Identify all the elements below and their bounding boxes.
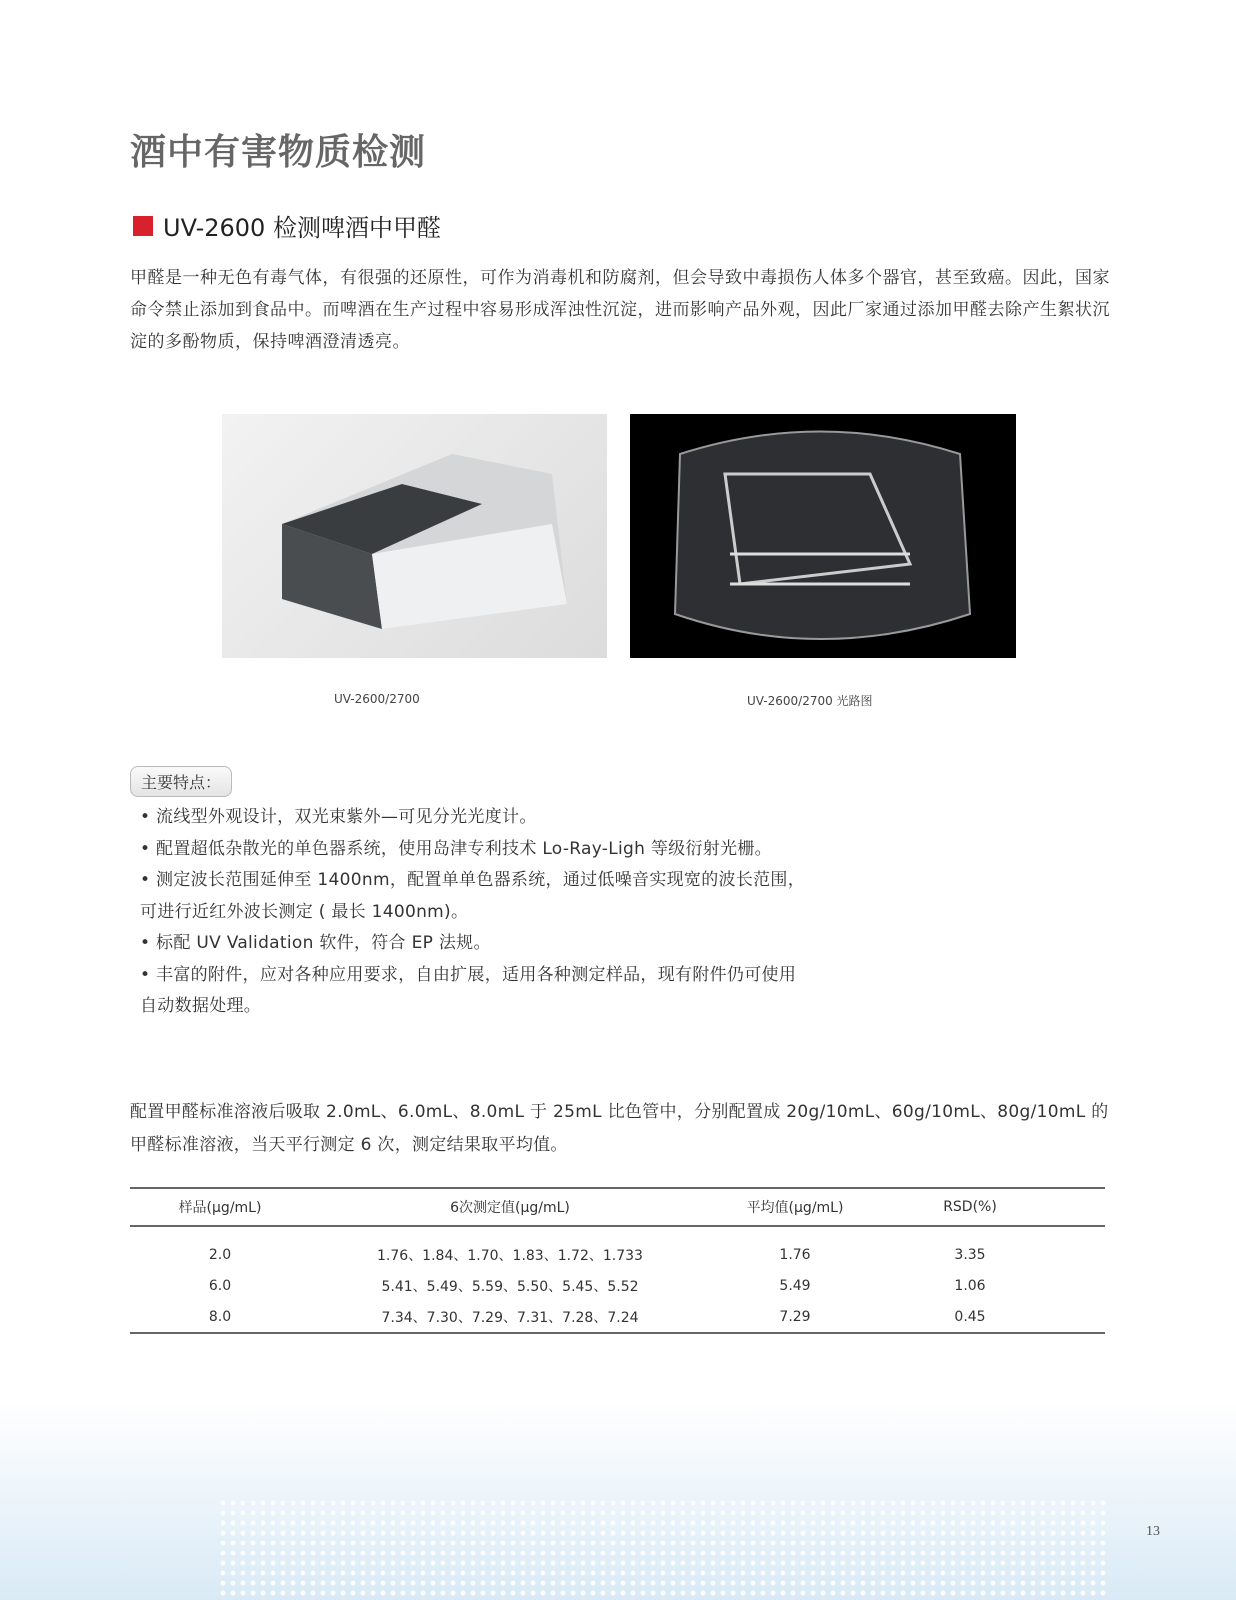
feature-item: 可进行近红外波长测定 ( 最长 1400nm)。 — [140, 901, 469, 922]
page-title: 酒中有害物质检测 — [130, 132, 427, 173]
feature-item: • 丰富的附件，应对各种应用要求，自由扩展，适用各种测定样品，现有附件仍可使用 — [140, 964, 797, 985]
feature-item: • 测定波长范围延伸至 1400nm，配置单单色器系统，通过低噪音实现宽的波长范围， — [140, 870, 806, 890]
cell-rsd: 1.06 — [954, 1277, 986, 1294]
caption-optical-path: UV-2600/2700 光路图 — [747, 694, 873, 708]
method-paragraph: 配置甲醛标准溶液后吸取 2.0mL、6.0mL、8.0mL 于 25mL 比色管中，分别配置成 20g/10mL、60g/10mL、80g/10mL 的甲醛标准溶液，当天平行测定 6 次，测定结果取平均值。 — [130, 1102, 1109, 1155]
section-heading — [133, 208, 441, 243]
instrument-photo — [222, 414, 607, 658]
caption-instrument: UV-2600/2700 — [334, 692, 420, 706]
feature-item: 自动数据处理。 — [140, 996, 262, 1016]
features-list — [140, 802, 805, 1023]
cell-sample: 8.0 — [208, 1308, 232, 1325]
red-square-icon — [133, 216, 153, 236]
page-number: 13 — [1146, 1524, 1160, 1539]
cell-sample: 6.0 — [208, 1277, 232, 1294]
table-row — [130, 1226, 1105, 1270]
optical-path-diagram — [630, 414, 1016, 658]
cell-sample: 2.0 — [208, 1246, 232, 1263]
table-header-row — [130, 1188, 1105, 1226]
feature-item: • 标配 UV Validation 软件，符合 EP 法规。 — [140, 933, 491, 953]
cell-average: 5.49 — [779, 1277, 811, 1294]
cell-average: 1.76 — [779, 1246, 811, 1263]
cell-measurements: 7.34、7.30、7.29、7.31、7.28、7.24 — [381, 1309, 639, 1326]
dot-pattern — [218, 1498, 1108, 1600]
features-label: 主要特点： — [130, 766, 232, 797]
feature-item: • 配置超低杂散光的单色器系统，使用岛津专利技术 Lo-Ray-Ligh 等级衍射光栅。 — [140, 838, 772, 859]
cell-measurements: 5.41、5.49、5.59、5.50、5.45、5.52 — [381, 1278, 639, 1295]
header-sample: 样品(μg/mL) — [178, 1200, 262, 1216]
header-average: 平均值(μg/mL) — [746, 1200, 844, 1216]
section-heading-text: UV-2600 检测啤酒中甲醛 — [163, 214, 441, 242]
table-row — [130, 1302, 1105, 1334]
cell-average: 7.29 — [779, 1308, 811, 1325]
header-rsd: RSD(%) — [943, 1199, 997, 1215]
cell-measurements: 1.76、1.84、1.70、1.83、1.72、1.733 — [377, 1247, 643, 1264]
table-row — [130, 1270, 1105, 1302]
cell-rsd: 3.35 — [954, 1246, 986, 1263]
feature-item: • 流线型外观设计，双光束紫外—可见分光光度计。 — [140, 807, 537, 827]
results-table — [130, 1187, 1105, 1334]
header-measurements: 6次测定值(μg/mL) — [450, 1200, 570, 1216]
cell-rsd: 0.45 — [954, 1308, 986, 1325]
intro-paragraph: 甲醛是一种无色有毒气体，有很强的还原性，可作为消毒机和防腐剂，但会导致中毒损伤人体多个器官，甚至致癌。因此，国家命令禁止添加到食品中。而啤酒在生产过程中容易形成浑浊性沉淀，进而影响产品外观，因此厂家通过添加甲醛去除产生絮状沉淀的多酚物质，保持啤酒澄清透亮。 — [130, 268, 1110, 352]
